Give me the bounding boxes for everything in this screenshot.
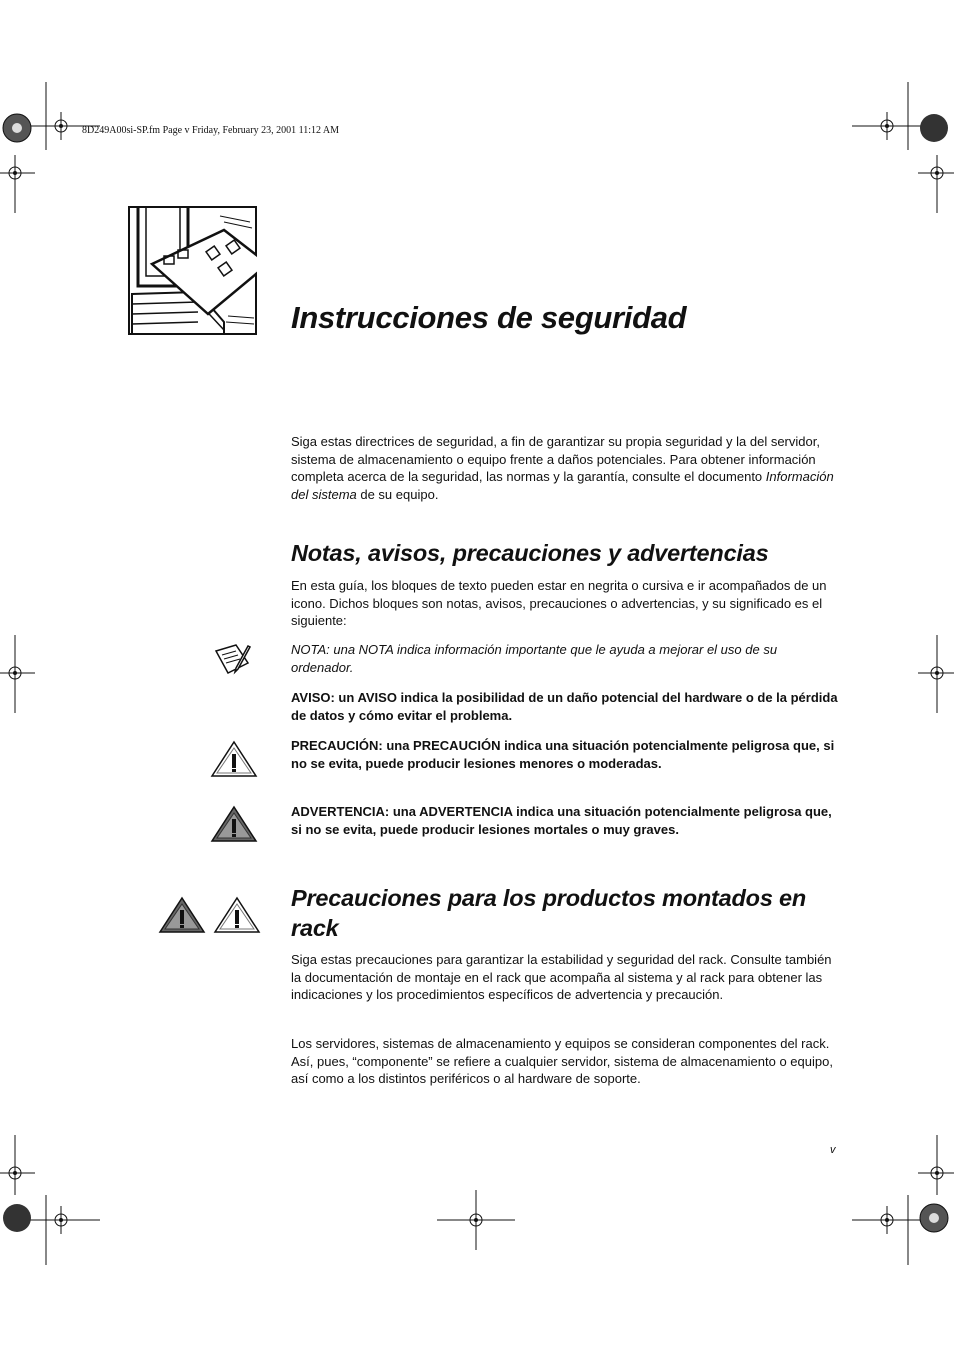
advertencia-text: ADVERTENCIA: una ADVERTENCIA indica una situación potencialmente peligrosa que, si no se evita, puede producir lesiones mortales o muy graves. bbox=[291, 804, 832, 837]
intro-paragraph bbox=[291, 433, 841, 503]
caution-triangle-icon bbox=[210, 740, 258, 778]
rack-paragraph-1: Siga estas precauciones para garantizar la estabilidad y seguridad del rack. Consulte también la documentación de montaje en el rack que acompaña al sistema y al rack para obtener las indicaciones y los procedimientos específicos de advertencia y precaución. bbox=[291, 952, 832, 1002]
intro-text-end: de su equipo. bbox=[356, 486, 439, 502]
warning-triangle-icon bbox=[210, 805, 258, 843]
rack-paragraph-2: Los servidores, sistemas de almacenamiento y equipos se consideran componentes del rack. Así, pues, “componente” se refiere a cualquier servidor, sistema de almacenamiento o equipo, así como a los distintos periféricos o al hardware de soporte. bbox=[291, 1036, 833, 1086]
precaucion-text: PRECAUCIÓN: una PRECAUCIÓN indica una situación potencialmente peligrosa que, si no se evita, puede producir lesiones menores o moderadas. bbox=[291, 738, 835, 771]
rack-caution-triangle-icon bbox=[213, 896, 261, 934]
note-pencil-icon bbox=[214, 643, 254, 677]
chapter-book-circuit-icon bbox=[128, 206, 257, 335]
page-number: v bbox=[830, 1144, 836, 1156]
intro-document-title: Información del sistema bbox=[291, 469, 834, 502]
section-notas-body: En esta guía, los bloques de texto pueden estar en negrita o cursiva e ir acompañados de un icono. Dichos bloques son notas, avisos, precauciones o advertencias, y su significado es el siguiente: bbox=[291, 578, 827, 628]
nota-text: NOTA: una NOTA indica información importante que le ayuda a mejorar el uso de su ordenador. bbox=[291, 642, 778, 675]
intro-text: Siga estas directrices de seguridad, a fin de garantizar su propia seguridad y la del servidor, sistema de almacenamiento o equipo frente a daños potenciales. Para obtener información completa acerca de la seguridad, las normas y la garantía, consulte el documento bbox=[291, 434, 820, 484]
file-header-line: 8D249A00si-SP.fm Page v Friday, February 23, 2001 11:12 AM bbox=[82, 125, 340, 136]
section-heading-notas: Notas, avisos, precauciones y advertencias bbox=[291, 540, 769, 566]
section-heading-rack: Precauciones para los productos montados en rack bbox=[291, 885, 807, 941]
aviso-text: AVISO: un AVISO indica la posibilidad de un daño potencial del hardware o de la pérdida de datos y cómo evitar el problema. bbox=[291, 690, 838, 723]
chapter-title: Instrucciones de seguridad bbox=[291, 300, 687, 335]
rack-warning-triangle-icon bbox=[158, 896, 206, 934]
